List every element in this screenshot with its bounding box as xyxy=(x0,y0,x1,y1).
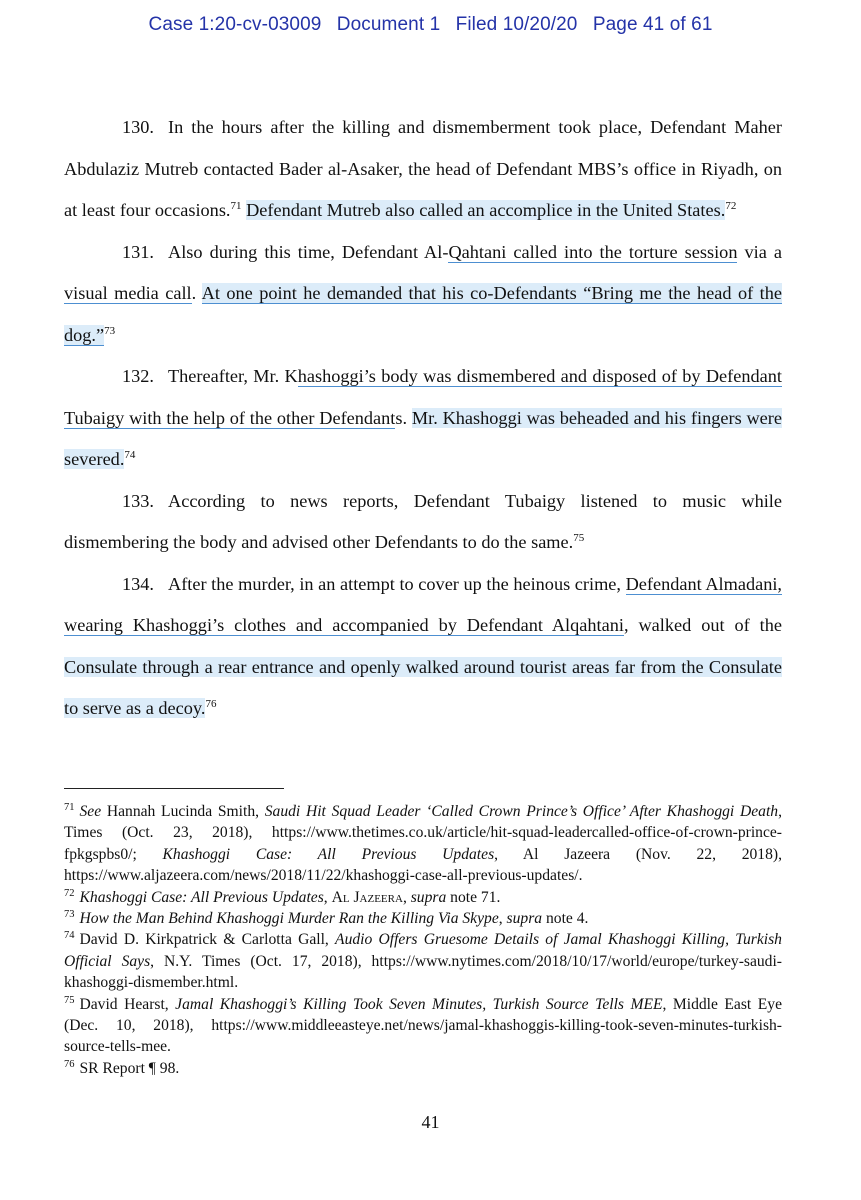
footnote-citation: , Times (Oct. 23, 2018), https://www.thetimes.co.uk/article/hit-squad-leadercalled-office-of-crown-prince-fpkgspbs0/; xyxy=(64,803,782,863)
footnote-ref[interactable]: 75 xyxy=(573,532,585,544)
paragraph-text: After the murder, in an attempt to cover up the heinous crime, xyxy=(168,573,626,594)
footnote-citation: note 71. xyxy=(446,888,501,906)
footnote-author: Hannah Lucinda Smith, xyxy=(101,803,265,820)
highlighted-text: At one point he demanded that his co-Defendants “Bring me the head of the dog.” xyxy=(64,283,782,345)
paragraph-number: 131. xyxy=(122,241,154,262)
footnote-number: 72 xyxy=(64,887,75,899)
paragraph-134 xyxy=(64,564,782,730)
paragraph-text: , walked out of the xyxy=(623,615,782,635)
footnote-ref[interactable]: 72 xyxy=(725,200,737,212)
footnote-separator: , xyxy=(402,888,411,906)
paragraph-133 xyxy=(64,481,782,564)
supra-word: supra xyxy=(410,888,447,906)
footnote-71 xyxy=(64,801,782,887)
paragraph-text: According to news reports, Defendant Tubaigy listened to music while dismembering the body and advised other Defendants to do the same. xyxy=(64,490,782,552)
footnote-title: Khashoggi Case: All Previous Updates xyxy=(79,888,324,906)
footnote-citation: note 4. xyxy=(542,910,589,928)
paragraph-132 xyxy=(64,356,782,481)
footnote-author: David Hearst, xyxy=(79,995,176,1013)
paragraph-number: 132. xyxy=(122,366,154,386)
footnote-title: Jamal Khashoggi’s Killing Took Seven Minutes, Turkish Source Tells MEE xyxy=(175,995,663,1013)
underlined-text: Qahtani called into the torture session xyxy=(448,241,738,262)
footnote-citation: , N.Y. Times (Oct. 17, 2018), https://www.nytimes.com/2018/10/17/world/europe/turkey-saudi-khashoggi-dismember.html. xyxy=(64,952,782,992)
page-number: 41 xyxy=(421,1112,440,1132)
paragraph-text: via a xyxy=(737,241,782,262)
footnote-source: Al Jazeera xyxy=(331,888,403,906)
footnote-citation: , Middle East Eye (Dec. 10, 2018), https://www.middleeasteye.net/news/jamal-khashoggis-killing-took-seven-minutes-turkish-source-tells-mee. xyxy=(64,995,782,1056)
supra-word: supra xyxy=(506,910,543,928)
document-number: Document 1 xyxy=(336,14,441,35)
footnote-ref[interactable]: 76 xyxy=(205,698,217,710)
paragraph-number: 130. xyxy=(122,117,154,137)
footnote-number: 71 xyxy=(64,802,75,813)
signal-word: See xyxy=(79,803,102,820)
paragraph-text: Thereafter, Mr. K xyxy=(168,366,298,386)
footnote-author: David D. Kirkpatrick & Carlotta Gall, xyxy=(79,931,336,949)
paragraph-number: 133. xyxy=(122,490,154,511)
paragraph-text: In the hours after the killing and dismemberment took place, Defendant Maher Abdulaziz Mutreb contacted Bader al-Asaker, the head of Defendant MBS’s office in Riyadh, on at least four occasions. xyxy=(64,117,782,220)
footnote-separator: , xyxy=(323,888,332,906)
footnote-number: 73 xyxy=(64,909,75,921)
footnote-number: 75 xyxy=(64,994,75,1006)
footnote-citation: SR Report ¶ 98. xyxy=(79,1059,180,1077)
underlined-text: Defendant Almadani, wearing Khashoggi’s clothes and accompanied by Defendant Alqahtani xyxy=(64,573,782,635)
footnote-74 xyxy=(64,929,782,993)
footnote-ref[interactable]: 71 xyxy=(230,200,242,212)
footnote-ref[interactable]: 74 xyxy=(124,449,136,461)
footnote-divider xyxy=(64,788,284,789)
footnote-76 xyxy=(64,1058,782,1079)
highlighted-text: Mr. Khashoggi was beheaded and his fingers were severed. xyxy=(64,407,782,469)
footnote-title: How the Man Behind Khashoggi Murder Ran the Killing Via Skype xyxy=(79,910,499,928)
footnote-73 xyxy=(64,908,782,929)
paragraph-text: s. xyxy=(395,407,412,428)
footnotes xyxy=(64,801,782,1079)
highlighted-text: Consulate through a rear entrance and openly walked around tourist areas far from the Consulate to serve as a decoy. xyxy=(64,656,782,718)
footnote-72 xyxy=(64,887,782,908)
footnote-citation: , Al Jazeera (Nov. 22, 2018), https://www.aljazeera.com/news/2018/11/22/khashoggi-case-all-previous-updates/. xyxy=(64,845,782,885)
case-number: Case 1:20-cv-03009 xyxy=(148,14,322,35)
footnote-ref[interactable]: 73 xyxy=(104,324,116,337)
highlighted-text: Defendant Mutreb also called an accomplice in the United States. xyxy=(246,200,726,220)
document-body xyxy=(64,107,782,730)
footnote-title: Khashoggi Case: All Previous Updates xyxy=(162,845,495,863)
paragraph-text: . xyxy=(191,283,202,303)
footnote-separator: , xyxy=(498,910,507,928)
ecf-header xyxy=(0,14,861,36)
paragraph-number: 134. xyxy=(122,573,154,594)
filed-date: Filed 10/20/20 xyxy=(455,14,578,35)
paragraph-131 xyxy=(64,232,782,357)
footnote-75 xyxy=(64,994,782,1058)
footnote-number: 74 xyxy=(64,930,75,942)
paragraph-text: Also during this time, Defendant Al- xyxy=(168,241,449,262)
underlined-text: hashoggi’s body was dismembered and disposed of by Defendant Tubaigy with the help of the other Defendant xyxy=(64,366,782,428)
page-indicator: Page 41 of 61 xyxy=(592,14,713,35)
paragraph-130 xyxy=(64,107,782,232)
footnote-title: Saudi Hit Squad Leader ‘Called Crown Prince’s Office’ After Khashoggi Death xyxy=(264,803,779,820)
footnote-number: 76 xyxy=(64,1058,75,1070)
underlined-text: visual media call xyxy=(64,283,192,303)
footnote-title: Audio Offers Gruesome Details of Jamal Khashoggi Killing, Turkish Official Says xyxy=(64,931,782,970)
